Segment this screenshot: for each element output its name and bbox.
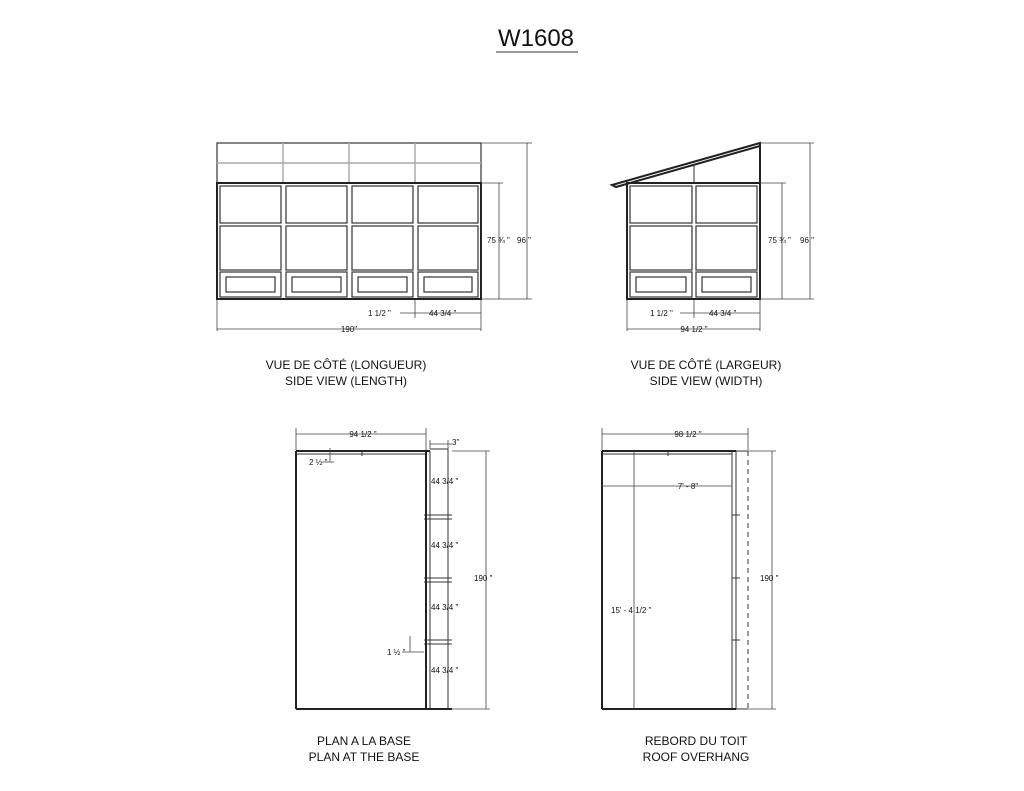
dim-width: 94 1/2 ": [349, 430, 377, 439]
dim-width: 98 1/2 ": [674, 430, 702, 439]
dim-inner-length: 15' - 4 1/2 ": [611, 606, 652, 615]
dim-panel-3: 44 3/4 ": [431, 603, 459, 612]
dim-corner: 2 ½ ": [309, 458, 328, 467]
sloped-roof: [612, 143, 760, 187]
caption-roof-en: ROOF OVERHANG: [642, 750, 750, 764]
dim-wall: 3": [452, 438, 460, 447]
dim-post: 1 1/2 ": [650, 309, 673, 318]
dim-total-width: 94 1/2 ": [680, 325, 708, 334]
side-view-length: [217, 143, 532, 334]
wall-frame: [627, 183, 760, 299]
dim-panel: 44 3/4 ": [429, 309, 457, 318]
wall-frame: [217, 183, 481, 299]
dim-length: 190 ": [474, 574, 493, 583]
caption-side-width-fr: VUE DE CÔTÉ (LARGEUR): [630, 358, 782, 372]
roof-overhang: [602, 428, 779, 709]
dim-panel-2: 44 3/4 ": [431, 541, 459, 550]
dim-total-height: 96 ": [517, 236, 531, 245]
dim-panel: 44 3/4 ": [709, 309, 737, 318]
dim-total-width: 190": [340, 325, 358, 334]
dim-wall-height: 75 ¾ ": [768, 236, 791, 245]
caption-plan-fr: PLAN A LA BASE: [316, 734, 412, 748]
caption-side-width-en: SIDE VIEW (WIDTH): [649, 374, 763, 388]
dim-post: 1 ½ ": [387, 648, 406, 657]
caption-side-length-fr: VUE DE CÔTÉ (LONGUEUR): [265, 358, 427, 372]
drawing-title: W1608: [497, 25, 575, 52]
side-view-width: [612, 143, 814, 334]
dim-panel-1: 44 3/4 ": [431, 477, 459, 486]
plan-at-base: [296, 428, 493, 709]
dim-panel-4: 44 3/4 ": [431, 666, 459, 675]
dim-post: 1 1/2 ": [368, 309, 391, 318]
dim-wall-height: 75 ¾ ": [487, 236, 510, 245]
caption-plan-en: PLAN AT THE BASE: [308, 750, 420, 764]
caption-roof-fr: REBORD DU TOIT: [644, 734, 748, 748]
dim-length: 190 ": [760, 574, 779, 583]
dim-total-height: 96 ": [800, 236, 814, 245]
caption-side-length-en: SIDE VIEW (LENGTH): [284, 374, 408, 388]
dim-inner-width: 7' - 8": [677, 482, 699, 491]
